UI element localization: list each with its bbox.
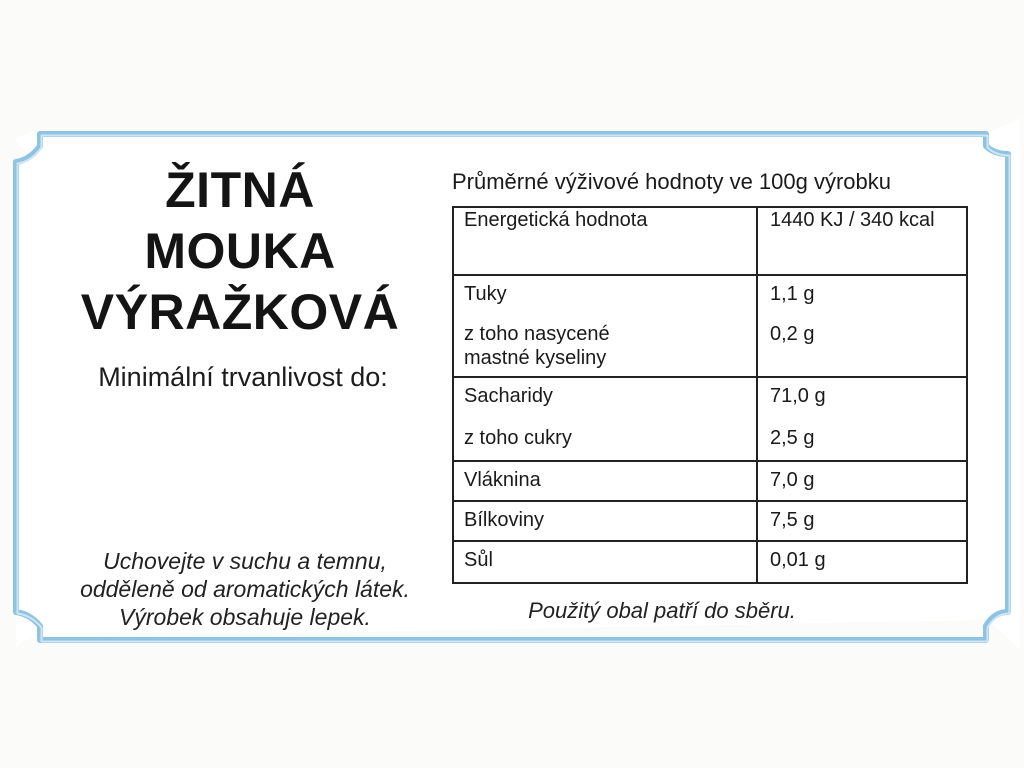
table-row-carbs	[453, 377, 967, 461]
table-row-fat	[453, 275, 967, 377]
saturated-value: 0,2 g	[770, 323, 815, 345]
nutrition-table	[452, 206, 968, 584]
carbs-value: 71,0 g	[770, 385, 826, 407]
best-before-label: Minimální trvanlivost do:	[98, 362, 388, 392]
product-title	[40, 160, 440, 343]
salt-label: Sůl	[464, 549, 493, 571]
table-row-protein	[453, 501, 967, 541]
nutrition-heading: Průměrné výživové hodnoty ve 100g výrobku	[452, 169, 892, 194]
carbs-value-cell	[757, 377, 967, 461]
fiber-value-cell	[757, 461, 967, 501]
table-row-fiber	[453, 461, 967, 501]
fat-label-cell	[453, 275, 757, 377]
carbs-label-cell	[453, 377, 757, 461]
energy-value: 1440 KJ / 340 kcal	[770, 209, 935, 231]
storage-note-line-1: Uchovejte v suchu a temnu,	[103, 548, 387, 574]
protein-value-cell	[757, 501, 967, 541]
energy-value-cell	[757, 207, 967, 275]
protein-label-cell	[453, 501, 757, 541]
storage-note-line-2: odděleně od aromatických látek.	[80, 576, 410, 602]
fat-value-cell	[757, 275, 967, 377]
product-title-line-1: ŽITNÁ	[165, 162, 315, 218]
packaging-note: Použitý obal patří do sběru.	[528, 598, 796, 623]
protein-label: Bílkoviny	[464, 509, 545, 531]
salt-value: 0,01 g	[770, 549, 826, 571]
storage-note-line-3: Výrobek obsahuje lepek.	[119, 604, 371, 630]
fiber-label-cell	[453, 461, 757, 501]
protein-value: 7,5 g	[770, 509, 815, 531]
sugars-label: z toho cukry	[464, 427, 572, 449]
carbs-label: Sacharidy	[464, 385, 553, 407]
salt-value-cell	[757, 541, 967, 583]
saturated-label-line-2: mastné kyseliny	[464, 347, 607, 369]
table-row-salt	[453, 541, 967, 583]
table-row-energy	[453, 207, 967, 275]
storage-note	[40, 547, 450, 631]
fat-label: Tuky	[464, 283, 507, 305]
product-title-line-2: MOUKA	[144, 223, 336, 279]
energy-label-cell	[453, 207, 757, 275]
product-title-line-3: VÝRAŽKOVÁ	[80, 284, 400, 340]
fat-value: 1,1 g	[770, 283, 815, 305]
sugars-value: 2,5 g	[770, 427, 815, 449]
salt-label-cell	[453, 541, 757, 583]
energy-label: Energetická hodnota	[464, 209, 648, 231]
fiber-value: 7,0 g	[770, 469, 815, 491]
saturated-label-line-1: z toho nasycené	[464, 323, 610, 345]
fiber-label: Vláknina	[464, 469, 541, 491]
